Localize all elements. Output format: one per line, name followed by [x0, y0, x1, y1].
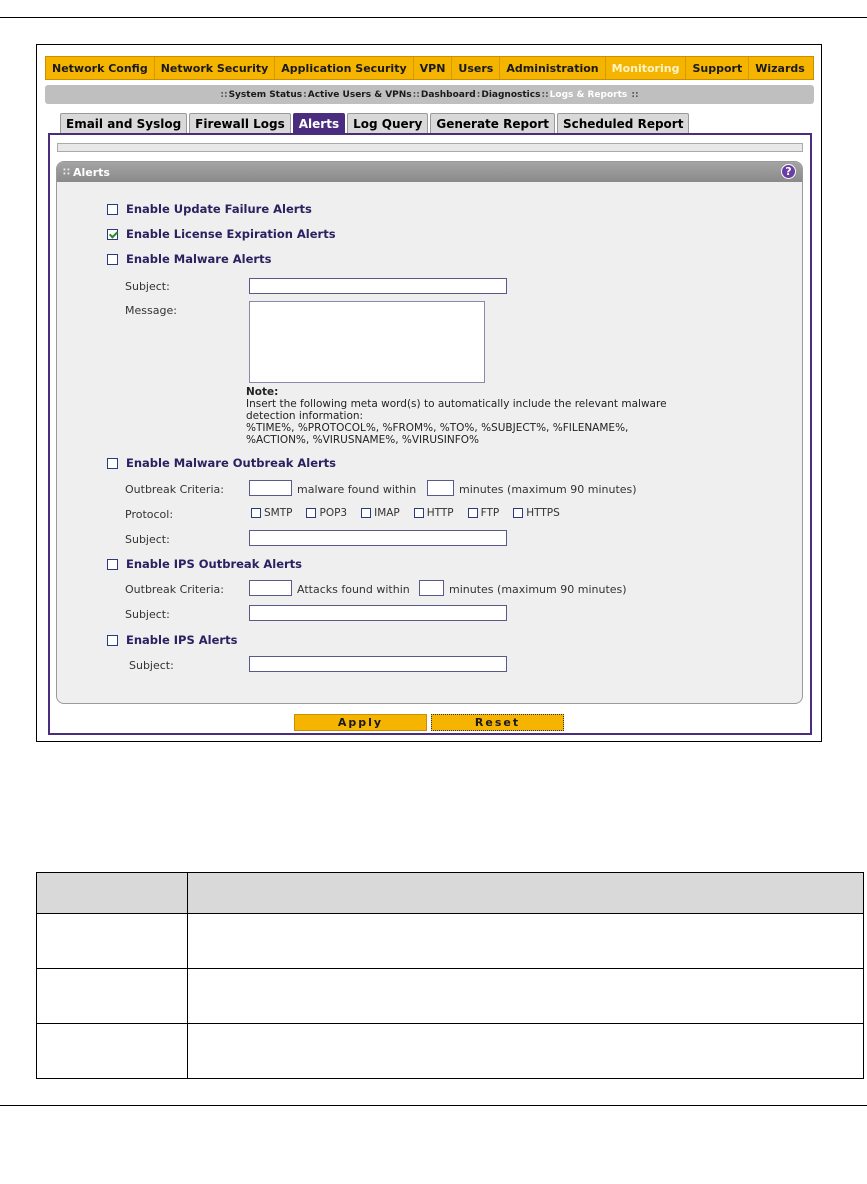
subnav-active-users[interactable]: Active Users & VPNs: [307, 89, 412, 100]
nav-wizards[interactable]: Wizards: [755, 61, 805, 75]
alerts-section: [56, 161, 803, 704]
apply-button[interactable]: Apply: [294, 714, 427, 731]
tab-generate-report[interactable]: Generate Report: [430, 113, 555, 134]
malware-outbreak-row: [107, 456, 336, 470]
reset-button[interactable]: Reset: [431, 714, 564, 731]
ips-outbreak-subject-label: Subject:: [125, 608, 170, 621]
section-title: Alerts: [72, 165, 110, 179]
malware-message-label: Message:: [125, 304, 177, 317]
protocol-smtp-checkbox[interactable]: [251, 508, 261, 518]
malware-outbreak-checkbox[interactable]: [107, 458, 118, 469]
protocol-https-checkbox[interactable]: [513, 508, 523, 518]
update-failure-checkbox[interactable]: [107, 204, 118, 215]
ips-label: Enable IPS Alerts: [126, 633, 238, 647]
protocol-http-label: HTTP: [426, 507, 454, 519]
note-line-4: %ACTION%, %VIRUSNAME%, %VIRUSINFO%: [246, 434, 480, 446]
nav-monitoring[interactable]: Monitoring: [606, 57, 687, 79]
table-cell: [37, 914, 188, 969]
protocol-imap-label: IMAP: [374, 507, 400, 519]
malware-subject-label: Subject:: [125, 280, 170, 293]
tab-email-syslog[interactable]: Email and Syslog: [60, 113, 187, 134]
protocol-https-label: HTTPS: [526, 507, 560, 519]
table-cell: [37, 969, 188, 1024]
table-cell: [188, 969, 864, 1024]
protocol-imap-checkbox[interactable]: [361, 508, 371, 518]
table-row: [37, 1024, 864, 1079]
tab-alerts[interactable]: Alerts: [293, 113, 345, 134]
protocol-pop3-checkbox[interactable]: [306, 508, 316, 518]
page-bottom-rule: [0, 1105, 867, 1106]
tab-scheduled-report[interactable]: Scheduled Report: [557, 113, 689, 134]
table-row: [37, 969, 864, 1024]
table-header-row: [37, 873, 864, 914]
nav-users[interactable]: Users: [452, 57, 500, 79]
subnav-diagnostics[interactable]: Diagnostics: [481, 89, 541, 100]
nav-support[interactable]: Support: [686, 57, 749, 79]
malware-outbreak-subject-label: Subject:: [125, 533, 170, 546]
table-cell: [188, 914, 864, 969]
help-icon[interactable]: ?: [781, 164, 796, 179]
protocol-ftp-checkbox[interactable]: [468, 508, 478, 518]
page-top-rule: [0, 17, 867, 18]
ips-outbreak-criteria-mid: Attacks found within: [297, 583, 410, 596]
table-row: [37, 914, 864, 969]
table-cell: [188, 1024, 864, 1079]
section-header: [57, 162, 802, 182]
ips-outbreak-subject-input[interactable]: [249, 605, 507, 621]
protocol-label: Protocol:: [125, 508, 174, 521]
license-expiration-label: Enable License Expiration Alerts: [126, 227, 336, 241]
ips-outbreak-checkbox[interactable]: [107, 559, 118, 570]
update-failure-row: [107, 202, 312, 216]
document-table: [36, 872, 864, 1079]
ips-row: [107, 633, 237, 647]
update-failure-label: Enable Update Failure Alerts: [126, 202, 312, 216]
table-header-cell: [37, 873, 188, 914]
protocol-ftp-label: FTP: [480, 507, 500, 519]
malware-outbreak-criteria-label: Outbreak Criteria:: [125, 483, 224, 496]
ips-outbreak-count-input[interactable]: [249, 580, 292, 596]
malware-outbreak-minutes-input[interactable]: [427, 480, 454, 496]
protocol-pop3-label: POP3: [319, 507, 348, 519]
malware-outbreak-label: Enable Malware Outbreak Alerts: [126, 456, 337, 470]
alerts-panel: [48, 133, 812, 735]
ips-subject-input[interactable]: [249, 656, 507, 672]
nav-application-security[interactable]: Application Security: [275, 57, 413, 79]
note-line-3: %TIME%, %PROTOCOL%, %FROM%, %TO%, %SUBJECT%, %FILENAME%,: [246, 422, 629, 434]
license-expiration-checkbox[interactable]: [107, 229, 118, 240]
table-header-cell: [188, 873, 864, 914]
malware-checkbox[interactable]: [107, 254, 118, 265]
ips-outbreak-minutes-input[interactable]: [419, 580, 444, 596]
nav-network-config[interactable]: Network Config: [46, 57, 155, 79]
ips-outbreak-row: [107, 557, 302, 571]
malware-outbreak-criteria-mid: malware found within: [297, 483, 417, 496]
sub-nav: :: System Status : Active Users & VPNs :: Dashboard : Diagnostics :: Logs & Reports ::: [45, 85, 814, 104]
malware-outbreak-criteria-end: minutes (maximum 90 minutes): [459, 483, 637, 496]
subnav-dashboard[interactable]: Dashboard: [420, 89, 476, 100]
ips-outbreak-criteria-end: minutes (maximum 90 minutes): [449, 583, 627, 596]
nav-administration[interactable]: Administration: [500, 57, 605, 79]
ips-outbreak-label: Enable IPS Outbreak Alerts: [126, 557, 303, 571]
table-cell: [37, 1024, 188, 1079]
ips-checkbox[interactable]: [107, 635, 118, 646]
malware-label: Enable Malware Alerts: [126, 252, 272, 266]
malware-message-textarea[interactable]: [249, 301, 485, 383]
grip-icon: ∷: [63, 166, 69, 178]
protocol-smtp-label: SMTP: [264, 507, 293, 519]
main-nav: [45, 56, 814, 80]
tab-firewall-logs[interactable]: Firewall Logs: [189, 113, 291, 134]
protocol-http-checkbox[interactable]: [414, 508, 424, 518]
malware-subject-input[interactable]: [249, 278, 507, 294]
note-line-1: Insert the following meta word(s) to automatically include the relevant malware: [246, 398, 667, 410]
ips-outbreak-criteria-label: Outbreak Criteria:: [125, 583, 224, 596]
message-bar: [57, 143, 803, 152]
subnav-system-status[interactable]: System Status: [228, 89, 303, 100]
malware-outbreak-count-input[interactable]: [249, 480, 292, 496]
screenshot-frame: [36, 44, 822, 742]
license-expiration-row: [107, 227, 336, 241]
tab-log-query[interactable]: Log Query: [347, 113, 428, 134]
note-line-2: detection information:: [246, 410, 364, 422]
note-title: Note:: [246, 386, 279, 398]
ips-subject-label: Subject:: [129, 659, 174, 672]
subnav-logs-reports[interactable]: Logs & Reports: [549, 89, 628, 100]
nav-vpn[interactable]: VPN: [414, 57, 453, 79]
malware-outbreak-subject-input[interactable]: [249, 530, 507, 546]
malware-row: [107, 252, 271, 266]
protocol-options: [251, 507, 574, 519]
nav-network-security[interactable]: Network Security: [155, 57, 276, 79]
malware-note: [246, 386, 667, 446]
tab-bar: [60, 113, 691, 134]
